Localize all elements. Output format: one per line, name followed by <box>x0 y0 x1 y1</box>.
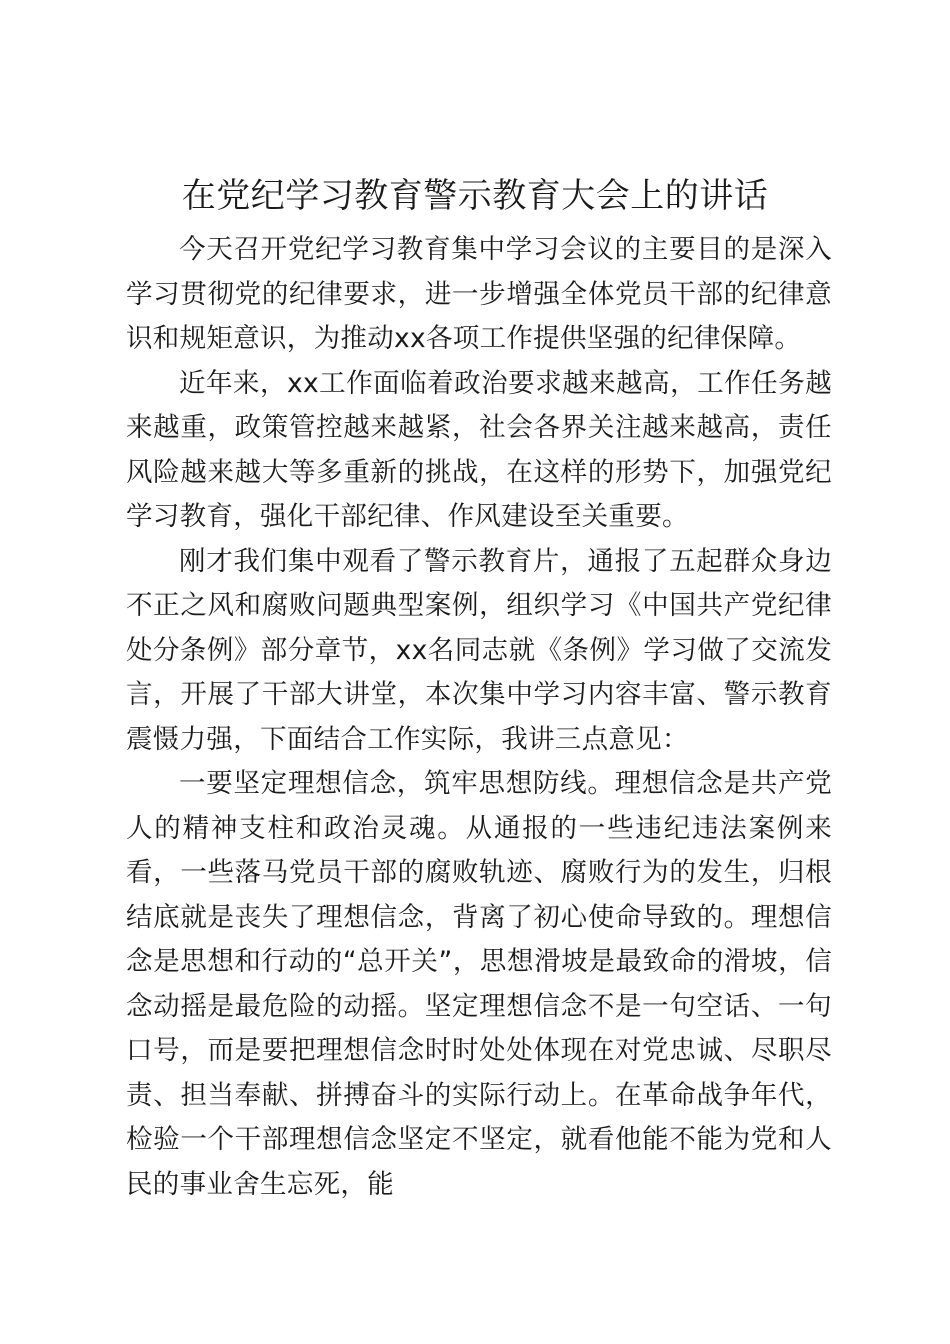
paragraph-intro: 今天召开党纪学习教育集中学习会议的主要目的是深入学习贯彻党的纪律要求，进一步增强全体党员干部的纪律意识和规矩意识，为推动xx各项工作提供坚强的纪律保障。 <box>126 234 832 354</box>
document-body <box>126 228 832 1207</box>
paragraph-background: 近年来，xx工作面临着政治要求越来越高，工作任务越来越重，政策管控越来越紧，社会各界关注越来越高，责任风险越来越大等多重新的挑战，在这样的形势下，加强党纪学习教育，强化干部纪律、作风建设至关重要。 <box>126 367 832 532</box>
paragraph-summary: 刚才我们集中观看了警示教育片，通报了五起群众身边不正之风和腐败问题典型案例，组织学习《中国共产党纪律处分条例》部分章节，xx名同志就《条例》学习做了交流发言，开展了干部大讲堂，本次集中学习内容丰富、警示教育震慑力强，下面结合工作实际，我讲三点意见： <box>126 545 832 755</box>
document-title: 在党纪学习教育警示教育大会上的讲话 <box>181 176 769 216</box>
paragraph-point-one: 一要坚定理想信念，筑牢思想防线。理想信念是共产党人的精神支柱和政治灵魂。从通报的一些违纪违法案例来看，一些落马党员干部的腐败轨迹、腐败行为的发生，归根结底就是丧失了理想信念，背离了初心使命导致的。理想信念是思想和行动的“总开关”，思想滑坡是最致命的滑坡，信念动摇是最危险的动摇。坚定理想信念不是一句空话、一句口号，而是要把理想信念时时处处体现在对党忠诚、尽职尽责、担当奉献、拼搏奋斗的实际行动上。在革命战争年代，检验一个干部理想信念坚定不坚定，就看他能不能为党和人民的事业舍生忘死，能 <box>126 768 832 1200</box>
